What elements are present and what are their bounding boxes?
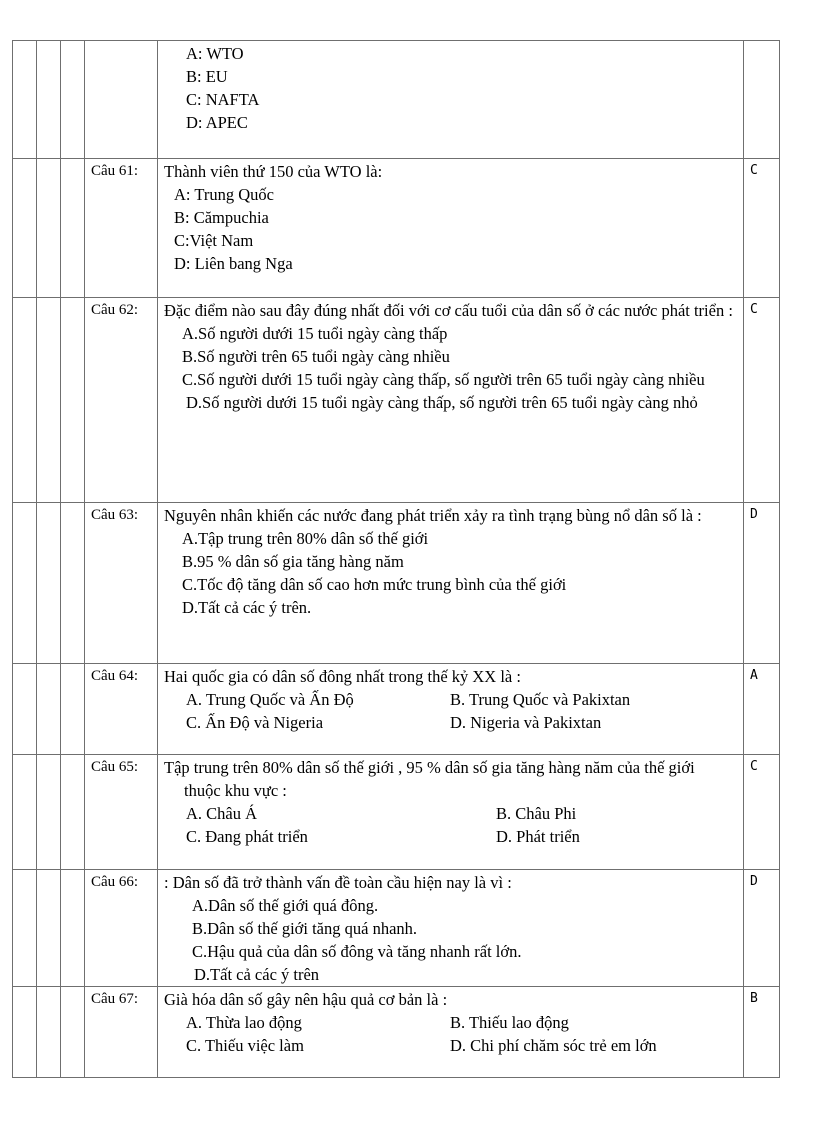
option-c: C. Ấn Độ và Nigeria	[186, 713, 324, 732]
option-a: A: Trung Quốc	[174, 185, 274, 204]
question-number: Câu 67:	[85, 987, 158, 1078]
question-body	[158, 503, 744, 664]
blank-cell	[61, 298, 85, 503]
option-c: C.Hậu quả của dân số đông và tăng nhanh rất lớn.	[192, 942, 522, 961]
blank-cell	[61, 987, 85, 1078]
option-d: D.Tất cả các ý trên	[194, 965, 320, 984]
question-body	[158, 870, 744, 987]
option-c: C:Việt Nam	[174, 231, 254, 250]
question-number: Câu 66:	[85, 870, 158, 987]
question-row	[13, 503, 780, 664]
answer-key: D	[744, 503, 780, 664]
option-a: A: WTO	[186, 44, 244, 63]
option-d: D. Nigeria và Pakixtan	[450, 713, 602, 732]
question-body	[158, 987, 744, 1078]
question-row	[13, 159, 780, 298]
question-stem: Đặc điểm nào sau đây đúng nhất đối với cơ cấu tuổi của dân số ở các nước phát triển :	[164, 301, 733, 320]
option-c: C.Số người dưới 15 tuổi ngày càng thấp, số người trên 65 tuổi ngày càng nhiều	[182, 370, 705, 389]
answer-key: B	[744, 987, 780, 1078]
option-d: D. Phát triển	[496, 827, 580, 846]
option-d: D.Số người dưới 15 tuổi ngày càng thấp, số người trên 65 tuổi ngày càng nhỏ	[186, 393, 698, 412]
blank-cell	[13, 987, 37, 1078]
question-number: Câu 65:	[85, 755, 158, 870]
option-b: B: EU	[186, 67, 228, 86]
option-a: A. Châu Á	[186, 804, 258, 823]
blank-cell	[61, 755, 85, 870]
question-body	[158, 298, 744, 503]
option-row	[164, 825, 735, 848]
question-stem: Già hóa dân số gây nên hậu quả cơ bản là :	[164, 990, 448, 1009]
question-row	[13, 870, 780, 987]
answer-key: A	[744, 664, 780, 755]
option-b: B.Dân số thế giới tăng quá nhanh.	[192, 919, 418, 938]
blank-cell	[13, 41, 37, 159]
blank-cell	[13, 159, 37, 298]
option-c: C.Tốc độ tăng dân số cao hơn mức trung bình của thế giới	[182, 575, 567, 594]
question-stem: Hai quốc gia có dân số đông nhất trong thế kỷ XX là :	[164, 667, 521, 686]
blank-cell	[13, 755, 37, 870]
blank-cell	[61, 503, 85, 664]
option-b: B.Số người trên 65 tuổi ngày càng nhiều	[182, 347, 450, 366]
question-number: Câu 62:	[85, 298, 158, 503]
question-number: Câu 61:	[85, 159, 158, 298]
question-number: Câu 63:	[85, 503, 158, 664]
option-row	[164, 1011, 735, 1034]
blank-cell	[37, 503, 61, 664]
option-d: D.Tất cả các ý trên.	[182, 598, 312, 617]
question-stem: : Dân số đã trở thành vấn đề toàn cầu hiện nay là vì :	[164, 873, 512, 892]
blank-cell	[61, 159, 85, 298]
blank-cell	[13, 664, 37, 755]
question-row	[13, 755, 780, 870]
option-a: A.Dân số thế giới quá đông.	[192, 896, 379, 915]
blank-cell	[61, 41, 85, 159]
blank-cell	[13, 503, 37, 664]
question-row	[13, 41, 780, 159]
question-number: Câu 64:	[85, 664, 158, 755]
blank-cell	[37, 41, 61, 159]
blank-cell	[61, 870, 85, 987]
option-row	[164, 1034, 735, 1057]
answer-key: D	[744, 870, 780, 987]
question-stem: Thành viên thứ 150 của WTO là:	[164, 162, 383, 181]
option-a: A.Số người dưới 15 tuổi ngày càng thấp	[182, 324, 448, 343]
option-d: D. Chi phí chăm sóc trẻ em lớn	[450, 1036, 657, 1055]
question-body	[158, 41, 744, 159]
question-table	[12, 40, 780, 1078]
question-row	[13, 987, 780, 1078]
blank-cell	[37, 870, 61, 987]
answer-key: C	[744, 159, 780, 298]
question-stem: Tập trung trên 80% dân số thế giới , 95 % dân số gia tăng hàng năm của thế giới thuộc khu vực :	[164, 758, 695, 800]
option-c: C. Đang phát triển	[186, 827, 308, 846]
answer-key	[744, 41, 780, 159]
question-number	[85, 41, 158, 159]
option-b: B: Cămpuchia	[174, 208, 269, 227]
option-d: D: Liên bang Nga	[174, 254, 293, 273]
option-b: B. Châu Phi	[496, 804, 577, 823]
question-row	[13, 298, 780, 503]
option-row	[164, 802, 735, 825]
option-d: D: APEC	[186, 113, 248, 132]
option-c: C. Thiếu việc làm	[186, 1036, 304, 1055]
question-body	[158, 159, 744, 298]
question-row	[13, 664, 780, 755]
option-row	[164, 688, 735, 711]
blank-cell	[37, 664, 61, 755]
option-c: C: NAFTA	[186, 90, 260, 109]
question-body	[158, 755, 744, 870]
option-b: B.95 % dân số gia tăng hàng năm	[182, 552, 404, 571]
option-a: A. Thừa lao động	[186, 1013, 302, 1032]
option-row	[164, 711, 735, 734]
blank-cell	[37, 755, 61, 870]
option-b: B. Trung Quốc và Pakixtan	[450, 690, 631, 709]
answer-key: C	[744, 755, 780, 870]
blank-cell	[61, 664, 85, 755]
blank-cell	[37, 987, 61, 1078]
blank-cell	[37, 159, 61, 298]
option-b: B. Thiếu lao động	[450, 1013, 569, 1032]
blank-cell	[13, 870, 37, 987]
option-a: A. Trung Quốc và Ấn Độ	[186, 690, 354, 709]
question-stem: Nguyên nhân khiến các nước đang phát triển xảy ra tình trạng bùng nổ dân số là :	[164, 506, 702, 525]
question-body	[158, 664, 744, 755]
answer-key: C	[744, 298, 780, 503]
blank-cell	[37, 298, 61, 503]
option-a: A.Tập trung trên 80% dân số thế giới	[182, 529, 429, 548]
blank-cell	[13, 298, 37, 503]
